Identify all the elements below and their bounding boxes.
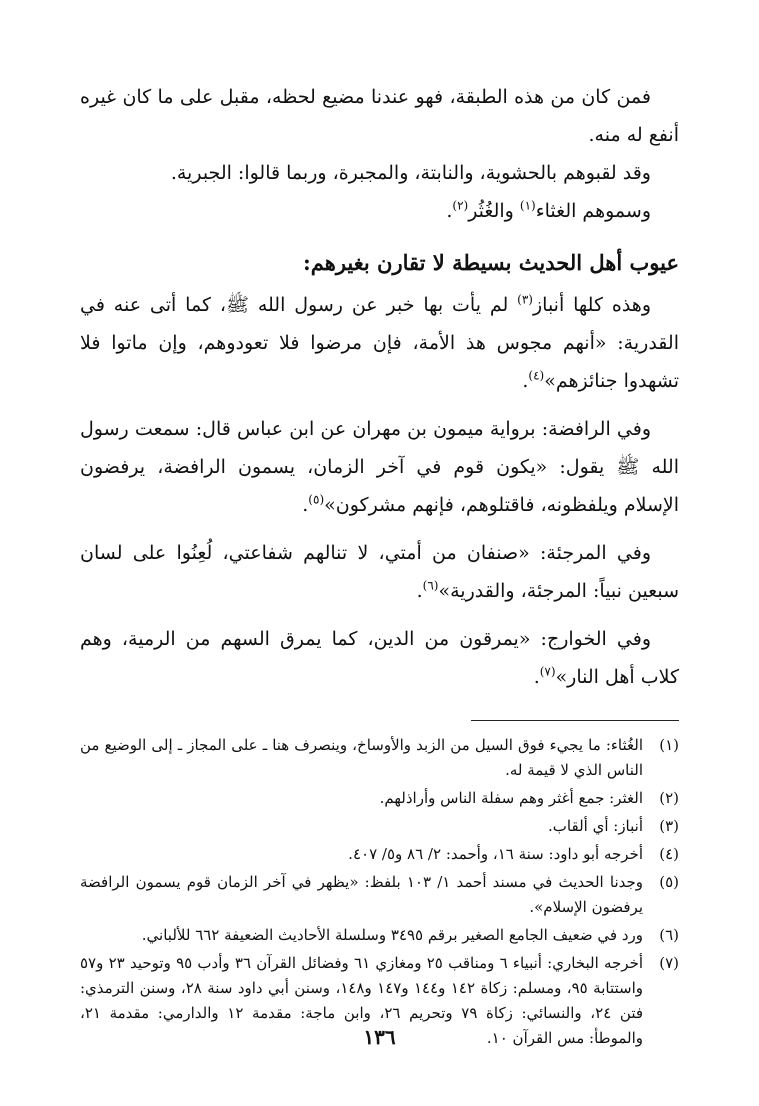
footnote-number: (١) bbox=[659, 736, 679, 754]
footnote-ref-2[interactable]: (٢) bbox=[452, 198, 469, 213]
section-heading: عيوب أهل الحديث بسيطة لا تقارن بغيرهم: bbox=[303, 250, 679, 275]
footnote-divider bbox=[471, 720, 679, 721]
footnote-number: (٤) bbox=[659, 845, 679, 863]
footnote-ref-3[interactable]: (٣) bbox=[517, 292, 533, 307]
paragraph-6-text-a: وفي المرجئة: «صنفان من أمتي، لا تنالهم شفاعتي، لُعِنُوا على لسان سبعين نبياً: المرجئة، والقدرية» bbox=[80, 542, 679, 602]
footnote-ref-5[interactable]: (٥) bbox=[308, 492, 325, 507]
paragraph-3-text-c: . bbox=[446, 200, 453, 222]
footnote-ref-7[interactable]: (٧) bbox=[539, 664, 556, 679]
paragraph-4-text-b: لم يأت بها خبر عن رسول الله ﷺ، كما أتى عنه في القدرية: «أنهم مجوس هذ الأمة، فإن مرضوا فلا تعودوهم، وإن ماتوا فلا تشهدوا جنائزهم» bbox=[80, 294, 679, 392]
footnote-item bbox=[80, 814, 679, 839]
page-number: ١٣٦ bbox=[363, 1025, 396, 1049]
paragraph-6 bbox=[80, 534, 679, 610]
footnote-text: أنباز: أي ألقاب. bbox=[548, 817, 643, 835]
footnote-text: الغثر: جمع أغثر وهم سفلة الناس وأراذلهم. bbox=[379, 789, 643, 807]
footnote-text: وجدنا الحديث في مسند أحمد ١/ ١٠٣ بلفظ: «يظهر في آخر الزمان قوم يسمون الرافضة يرفضون الإسلام». bbox=[80, 873, 644, 916]
paragraph-1: فمن كان من هذه الطبقة، فهو عندنا مضيع لحظه، مقبل على ما كان غيره أنفع له منه. bbox=[80, 86, 679, 146]
paragraph-5-text-a: وفي الرافضة: برواية ميمون بن مهران عن ابن عباس قال: سمعت رسول الله ﷺ يقول: «يكون قوم في آخر الزمان، يسمون الرافضة، يرفضون الإسلام ويلفظونه، فاقتلوهم، فإنهم مشركون» bbox=[80, 418, 679, 516]
paragraph-4-text-a: وهذه كلها أنباز bbox=[532, 294, 651, 316]
footnote-number: (٧) bbox=[659, 954, 679, 972]
footnote-number: (٢) bbox=[659, 789, 679, 807]
paragraph-7-text-b: . bbox=[533, 666, 540, 688]
main-text bbox=[80, 78, 679, 696]
footnote-item bbox=[80, 842, 679, 867]
paragraph-6-text-b: . bbox=[416, 580, 423, 602]
paragraph-2: وقد لقبوهم بالحشوية، والنابتة، والمجبرة، وربما قالوا: الجبرية. bbox=[170, 162, 651, 184]
paragraph-3 bbox=[80, 192, 679, 230]
paragraph-5 bbox=[80, 410, 679, 524]
paragraph-3-text-a: وسموهم الغثاء bbox=[535, 200, 651, 222]
paragraph-7 bbox=[80, 620, 679, 696]
footnote-item bbox=[80, 870, 679, 920]
footnote-item bbox=[80, 923, 679, 948]
paragraph-3-text-b: والغُثُر bbox=[468, 200, 520, 222]
footnote-ref-4[interactable]: (٤) bbox=[528, 368, 545, 383]
footnotes bbox=[80, 733, 679, 1051]
footnote-number: (٦) bbox=[659, 926, 679, 944]
footnote-text: الغُثاء: ما يجيء فوق السيل من الزبد والأوساخ، وينصرف هنا ـ على المجاز ـ إلى الوضيع من الناس الذي لا قيمة له. bbox=[80, 736, 643, 779]
footnote-text: ورد في ضعيف الجامع الصغير برقم ٣٤٩٥ وسلسلة الأحاديث الضعيفة ٦٦٢ للألباني. bbox=[141, 926, 643, 944]
footnote-text: أخرجه أبو داود: سنة ١٦، وأحمد: ٢/ ٨٦ و٥/ ٤٠٧. bbox=[348, 845, 643, 863]
paragraph-4-text-c: . bbox=[522, 370, 529, 392]
paragraph-7-text-a: وفي الخوارج: «يمرقون من الدين، كما يمرق السهم من الرمية، وهم كلاب أهل النار» bbox=[80, 628, 679, 688]
footnote-text: أخرجه البخاري: أنبياء ٦ ومناقب ٢٥ ومغازي ٦١ وفضائل القرآن ٣٦ وأدب ٩٥ وتوحيد ٢٣ و٥٧ واستتابة ٩٥، ومسلم: زكاة ١٤٢ و١٤٤ و١٤٧ و١٤٨، وسنن أبي داود سنة ٢٨، وسنن الترمذي: فتن ٢٤، والنسائي: زكاة ٧٩ وتحريم ٢٦، وابن ماجة: مقدمة ١٢ والدارمي: مقدمة ٢١، والموطأ: مس القرآن ١٠. bbox=[80, 954, 644, 1047]
footnote-number: (٥) bbox=[659, 873, 679, 891]
paragraph-5-text-b: . bbox=[302, 494, 309, 516]
footnote-number: (٣) bbox=[659, 817, 679, 835]
footnote-ref-1[interactable]: (١) bbox=[519, 198, 536, 213]
footnote-item bbox=[80, 733, 679, 783]
footnote-item bbox=[80, 786, 679, 811]
footnote-ref-6[interactable]: (٦) bbox=[422, 578, 439, 593]
paragraph-4 bbox=[80, 286, 679, 400]
